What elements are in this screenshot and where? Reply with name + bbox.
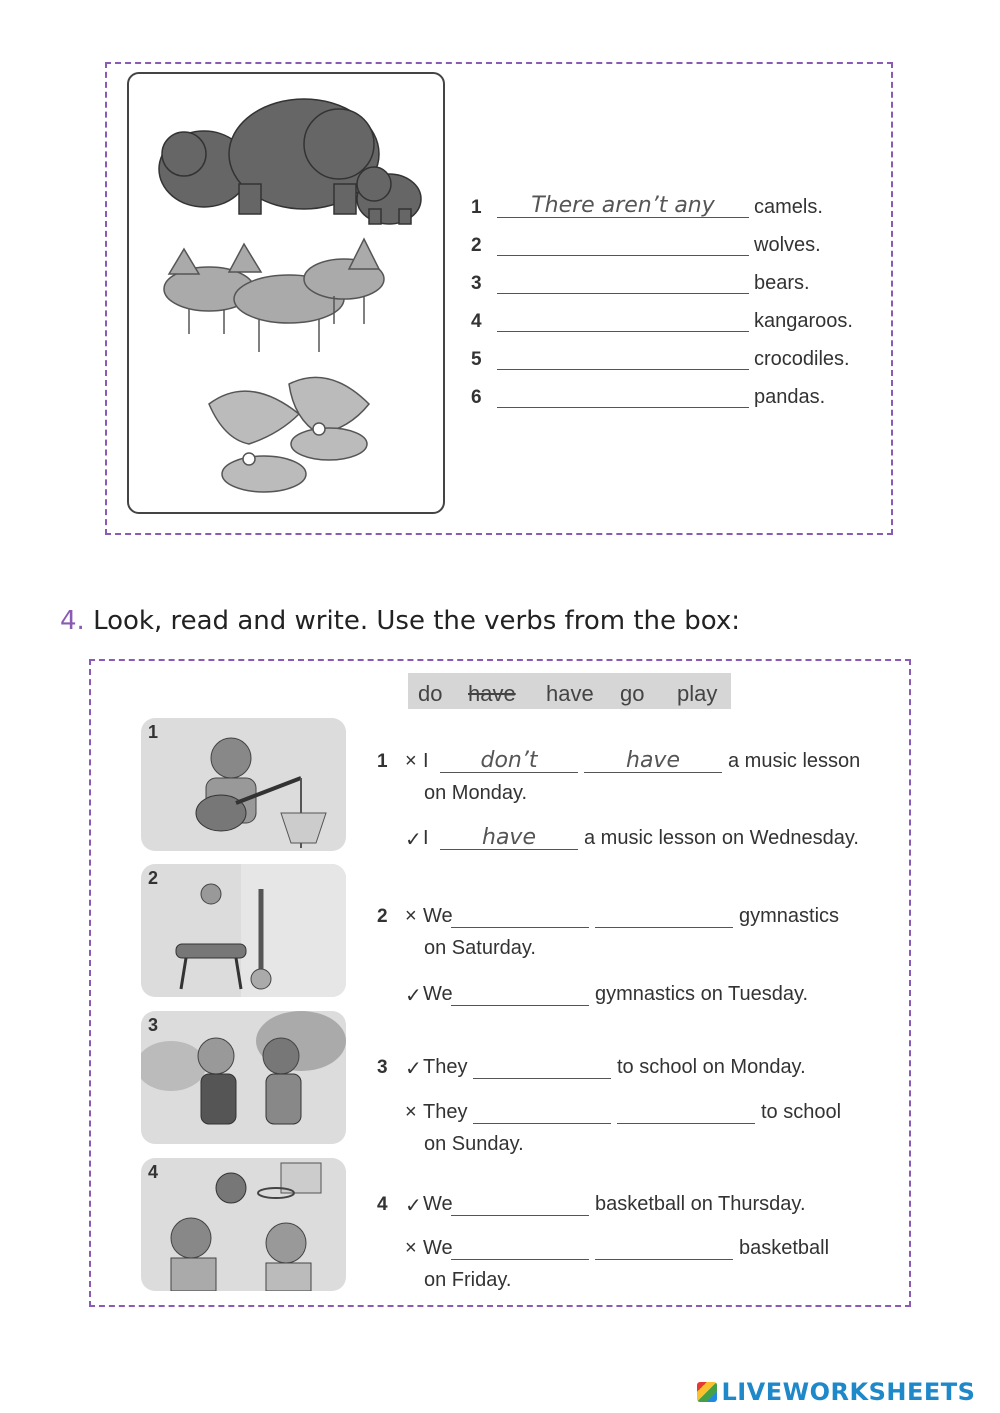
sentence-continuation: on Monday.: [424, 782, 528, 804]
animal-noun: crocodiles.: [754, 348, 850, 370]
sentence-rest: a music lesson on Wednesday.: [584, 827, 859, 849]
answer-field[interactable]: [497, 231, 749, 256]
verb-have-crossed: have: [468, 681, 516, 706]
subject: We: [423, 905, 453, 927]
crocodiles-illustration: [209, 377, 369, 492]
answer-field[interactable]: [497, 307, 749, 332]
mark: ✓: [405, 829, 422, 851]
sentence-rest: basketball: [739, 1237, 830, 1259]
sentence-rest: gymnastics: [739, 905, 840, 927]
kids-basketball-illustration: [141, 1158, 346, 1291]
mark: ✓: [405, 1195, 422, 1217]
task-heading: [60, 606, 740, 636]
liveworksheets-logo: [697, 1378, 975, 1406]
animal-noun: kangaroos.: [754, 310, 853, 332]
answer-field[interactable]: [497, 269, 749, 294]
answer-field[interactable]: [473, 1099, 611, 1124]
subject: We: [423, 1237, 453, 1259]
kids-walking-illustration: [141, 1011, 346, 1144]
picture-gymnastics: [141, 864, 346, 997]
wolves-illustration: [164, 239, 384, 352]
answer-field[interactable]: [595, 903, 733, 928]
mark: ✓: [405, 985, 422, 1007]
mark: ×: [405, 1101, 417, 1123]
sentence-rest: basketball on Thursday.: [595, 1193, 806, 1215]
answer-field[interactable]: [497, 193, 749, 218]
answer-field[interactable]: [440, 748, 578, 773]
animal-noun: bears.: [754, 272, 810, 294]
picture-music-lesson: [141, 718, 346, 851]
item-number: 5: [471, 349, 482, 370]
subject: I: [423, 827, 429, 849]
mark: ×: [405, 750, 417, 772]
picture-number: 2: [148, 868, 159, 888]
exercise-number: 2: [377, 906, 388, 927]
answer-field[interactable]: [451, 1191, 589, 1216]
sentence-rest: to school: [761, 1101, 842, 1123]
verb-do: do: [418, 681, 443, 706]
exercise-number: 4: [377, 1194, 388, 1215]
exercise-number: 3: [377, 1057, 388, 1078]
task-instruction: Look, read and write. Use the verbs from the box:: [93, 606, 741, 636]
item-number: 3: [471, 273, 482, 294]
answer-field[interactable]: [440, 825, 578, 850]
answer-field[interactable]: [584, 748, 722, 773]
answer-field[interactable]: [595, 1235, 733, 1260]
item-number: 4: [471, 311, 482, 332]
subject: We: [423, 1193, 453, 1215]
sentence-rest: a music lesson: [728, 750, 861, 772]
sentence-continuation: on Sunday.: [424, 1133, 524, 1155]
picture-basketball: [141, 1158, 346, 1291]
sentence-rest: gymnastics on Tuesday.: [595, 983, 809, 1005]
picture-number: 1: [148, 722, 159, 742]
animal-noun: wolves.: [754, 234, 821, 256]
picture-going-to-school: [141, 1011, 346, 1144]
animal-noun: pandas.: [754, 386, 826, 408]
verb-have: have: [546, 681, 594, 706]
logo-text: LIVEWORKSHEETS: [721, 1378, 976, 1406]
subject: We: [423, 983, 453, 1005]
bears-illustration: [159, 99, 421, 224]
animals-illustration: [129, 74, 443, 512]
logo-icon: [697, 1382, 717, 1402]
boy-guitar-illustration: [141, 718, 346, 851]
item-number: 2: [471, 235, 482, 256]
picture-number: 4: [148, 1162, 159, 1182]
sentence-rest: to school on Monday.: [617, 1056, 806, 1078]
answer-field[interactable]: [473, 1054, 611, 1079]
verb-go: go: [620, 681, 645, 706]
item-number: 1: [471, 197, 482, 218]
mark: ×: [405, 1237, 417, 1259]
verb-box: [408, 673, 731, 709]
answer-field[interactable]: [617, 1099, 755, 1124]
picture-number: 3: [148, 1015, 159, 1035]
answer-field[interactable]: [497, 345, 749, 370]
answer-field[interactable]: [451, 903, 589, 928]
gymnastics-illustration: [141, 864, 346, 997]
verb-play: play: [677, 681, 718, 706]
subject: They: [423, 1101, 468, 1123]
task-number: 4.: [60, 606, 85, 636]
item-number: 6: [471, 387, 482, 408]
sentence-continuation: on Saturday.: [424, 937, 536, 959]
animal-noun: camels.: [754, 196, 823, 218]
answer-field[interactable]: [451, 1235, 589, 1260]
subject: I: [423, 750, 429, 772]
sentence-continuation: on Friday.: [424, 1269, 512, 1291]
mark: ✓: [405, 1058, 422, 1080]
animals-picture-panel: [127, 72, 445, 514]
subject: They: [423, 1056, 468, 1078]
answer-field[interactable]: [497, 383, 749, 408]
mark: ×: [405, 905, 417, 927]
exercise-number: 1: [377, 751, 388, 772]
answer-field[interactable]: [451, 981, 589, 1006]
